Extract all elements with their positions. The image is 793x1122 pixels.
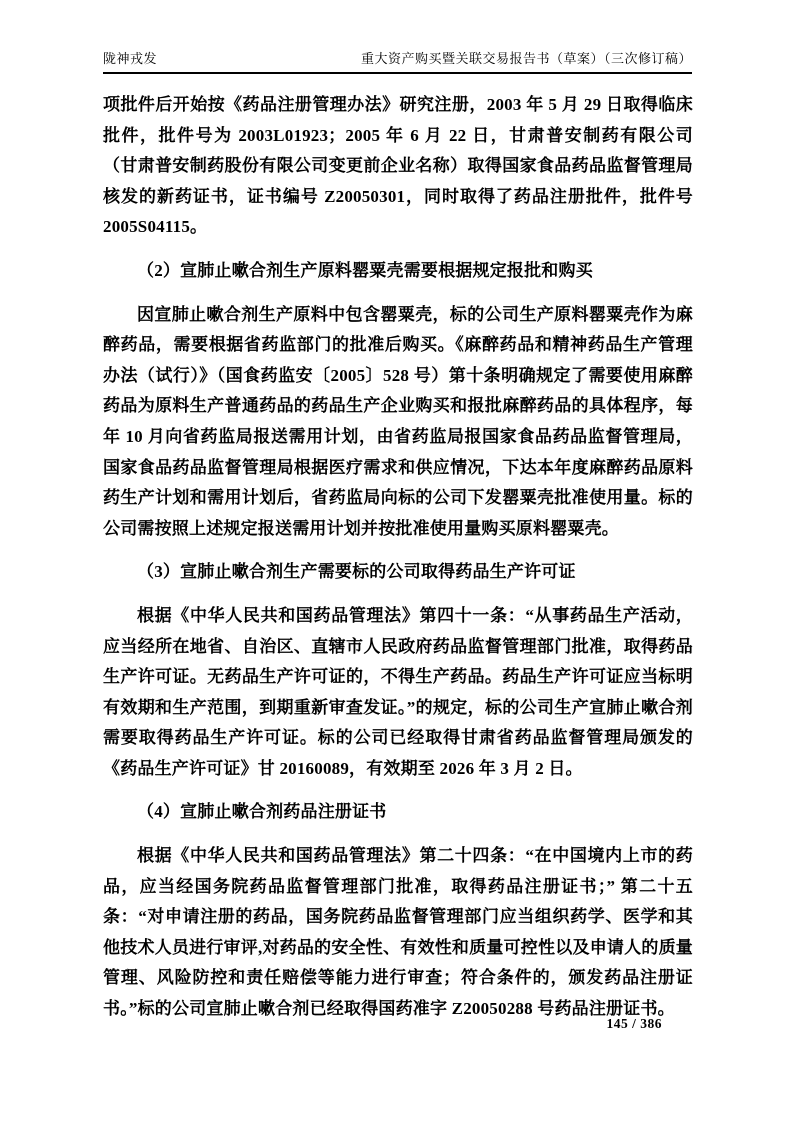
section-heading: （3）宣肺止嗽合剂生产需要标的公司取得药品生产许可证 bbox=[137, 562, 576, 582]
paragraph: 根据《中华人民共和国药品管理法》第二十四条：“在中国境内上市的药品，应当经国务院药品监督管理部门批准，取得药品注册证书；” 第二十五条：“对申请注册的药品，国务院药品监督管理部门应当组织药学、医学和其他技术人员进行审评,对药品的安全性、有效性和质量可控性以及申请人的质量管理、风险防控和责任赔偿等能力进行审查；符合条件的，颁发药品注册证书。”标的公司宣肺止嗽合剂已经取得国药准字 Z20050288 号药品注册证书。 bbox=[103, 846, 693, 1019]
paragraph: 因宣肺止嗽合剂生产原料中包含罂粟壳，标的公司生产原料罂粟壳作为麻醉药品，需要根据省药监部门的批准后购买。《麻醉药品和精神药品生产管理办法（试行）》（国食药监安〔2005〕528 号）第十条明确规定了需要使用麻醉药品为原料生产普通药品的药品生产企业购买和报批麻醉药品的具体程序，每年 10 月向省药监局报送需用计划，由省药监局报国家食品药品监督管理局，国家食品药品监督管理局根据医疗需求和供应情况，下达本年度麻醉药品原料药生产计划和需用计划后，省药监局向标的公司下发罂粟壳批准使用量。标的公司需按照上述规定报送需用计划并按批准使用量购买原料罂粟壳。 bbox=[103, 304, 693, 538]
document-body bbox=[103, 90, 693, 1025]
section-heading: （4）宣肺止嗽合剂药品注册证书 bbox=[137, 802, 387, 822]
section-heading: （2）宣肺止嗽合剂生产原料罂粟壳需要根据规定报批和购买 bbox=[137, 260, 593, 280]
paragraph: 项批件后开始按《药品注册管理办法》研究注册，2003 年 5 月 29 日取得临床批件，批件号为 2003L01923；2005 年 6 月 22 日，甘肃普安制药有限公司（甘肃普安制药股份有限公司变更前企业名称）取得国家食品药品监督管理局核发的新药证书，证书编号 Z20050301，同时取得了药品注册批件，批件号 2005S04115。 bbox=[103, 95, 693, 237]
page-header bbox=[103, 48, 692, 74]
header-company-name: 陇神戎发 bbox=[103, 51, 158, 66]
page-number: 145 / 386 bbox=[606, 1016, 662, 1031]
header-report-title: 重大资产购买暨关联交易报告书（草案）（三次修订稿） bbox=[360, 51, 692, 66]
paragraph: 根据《中华人民共和国药品管理法》第四十一条：“从事药品生产活动，应当经所在地省、自治区、直辖市人民政府药品监督管理部门批准，取得药品生产许可证。无药品生产许可证的，不得生产药品。药品生产许可证应当标明有效期和生产范围，到期重新审查发证。”的规定，标的公司生产宣肺止嗽合剂需要取得药品生产许可证。标的公司已经取得甘肃省药品监督管理局颁发的《药品生产许可证》甘 20160089，有效期至 2026 年 3 月 2 日。 bbox=[103, 605, 693, 778]
